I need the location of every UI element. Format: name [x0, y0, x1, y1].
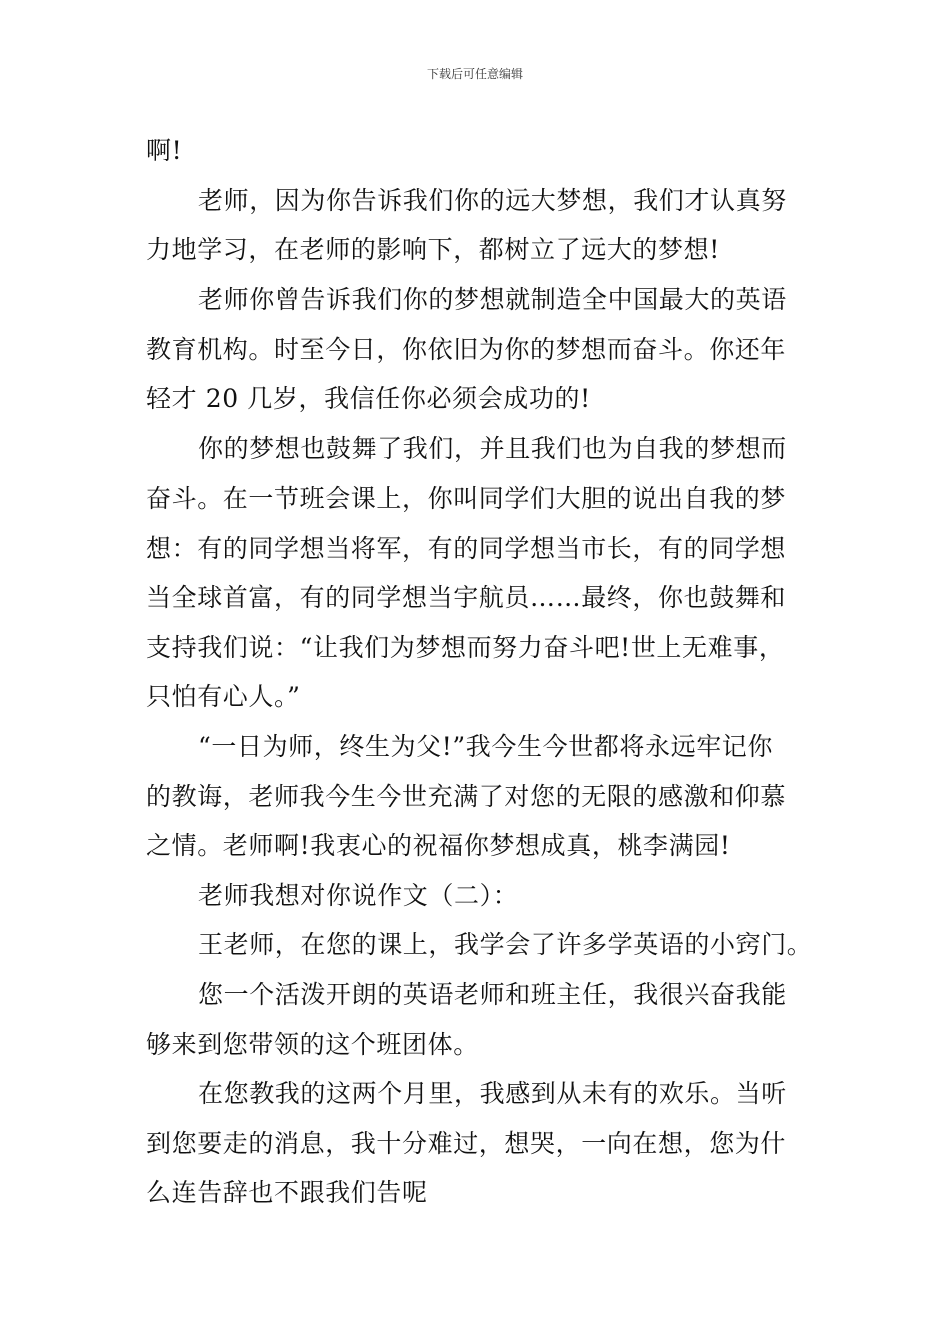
text-line: 王老师，在您的课上，我学会了许多学英语的小窍门。 [198, 930, 813, 959]
text-line: 老师你曾告诉我们你的梦想就制造全中国最大的英语 [198, 285, 787, 314]
text-line: 么连告辞也不跟我们告呢 [146, 1178, 428, 1207]
text-line: 在您教我的这两个月里，我感到从未有的欢乐。当听 [198, 1079, 787, 1108]
text-line: 支持我们说：“让我们为梦想而努力奋斗吧!世上无难事， [146, 633, 785, 662]
text-line: 力地学习，在老师的影响下，都树立了远大的梦想! [146, 235, 720, 264]
text-line: 啊! [146, 136, 183, 165]
page-header: 下载后可任意编辑 [426, 67, 523, 81]
text-line: 你的梦想也鼓舞了我们，并且我们也为自我的梦想而 [198, 434, 787, 463]
text-line: 想：有的同学想当将军，有的同学想当市长，有的同学想 [146, 534, 787, 563]
text-line: “一日为师，终生为父!”我今生今世都将永远牢记你 [198, 732, 774, 761]
text-line: 只怕有心人。” [146, 682, 301, 711]
text-line: 到您要走的消息，我十分难过，想哭，一向在想，您为什 [146, 1129, 787, 1158]
text-line: 够来到您带领的这个班团体。 [146, 1030, 479, 1059]
text-line: 的教诲，老师我今生今世充满了对您的无限的感激和仰慕 [146, 782, 787, 811]
text-line: 轻才 20 几岁，我信任你必须会成功的! [146, 384, 591, 413]
text-line: 老师，因为你告诉我们你的远大梦想，我们才认真努 [198, 186, 787, 215]
text-line: 您一个活泼开朗的英语老师和班主任，我很兴奋我能 [198, 980, 787, 1009]
text-line: 教育机构。时至今日，你依旧为你的梦想而奋斗。你还年 [146, 335, 787, 364]
text-line: 之情。老师啊!我衷心的祝福你梦想成真，桃李满园! [146, 831, 731, 860]
text-line: 奋斗。在一节班会课上，你叫同学们大胆的说出自我的梦 [146, 484, 787, 513]
section-heading: 老师我想对你说作文（二）： [198, 881, 519, 910]
text-line: 当全球首富，有的同学想当宇航员……最终，你也鼓舞和 [146, 583, 787, 612]
